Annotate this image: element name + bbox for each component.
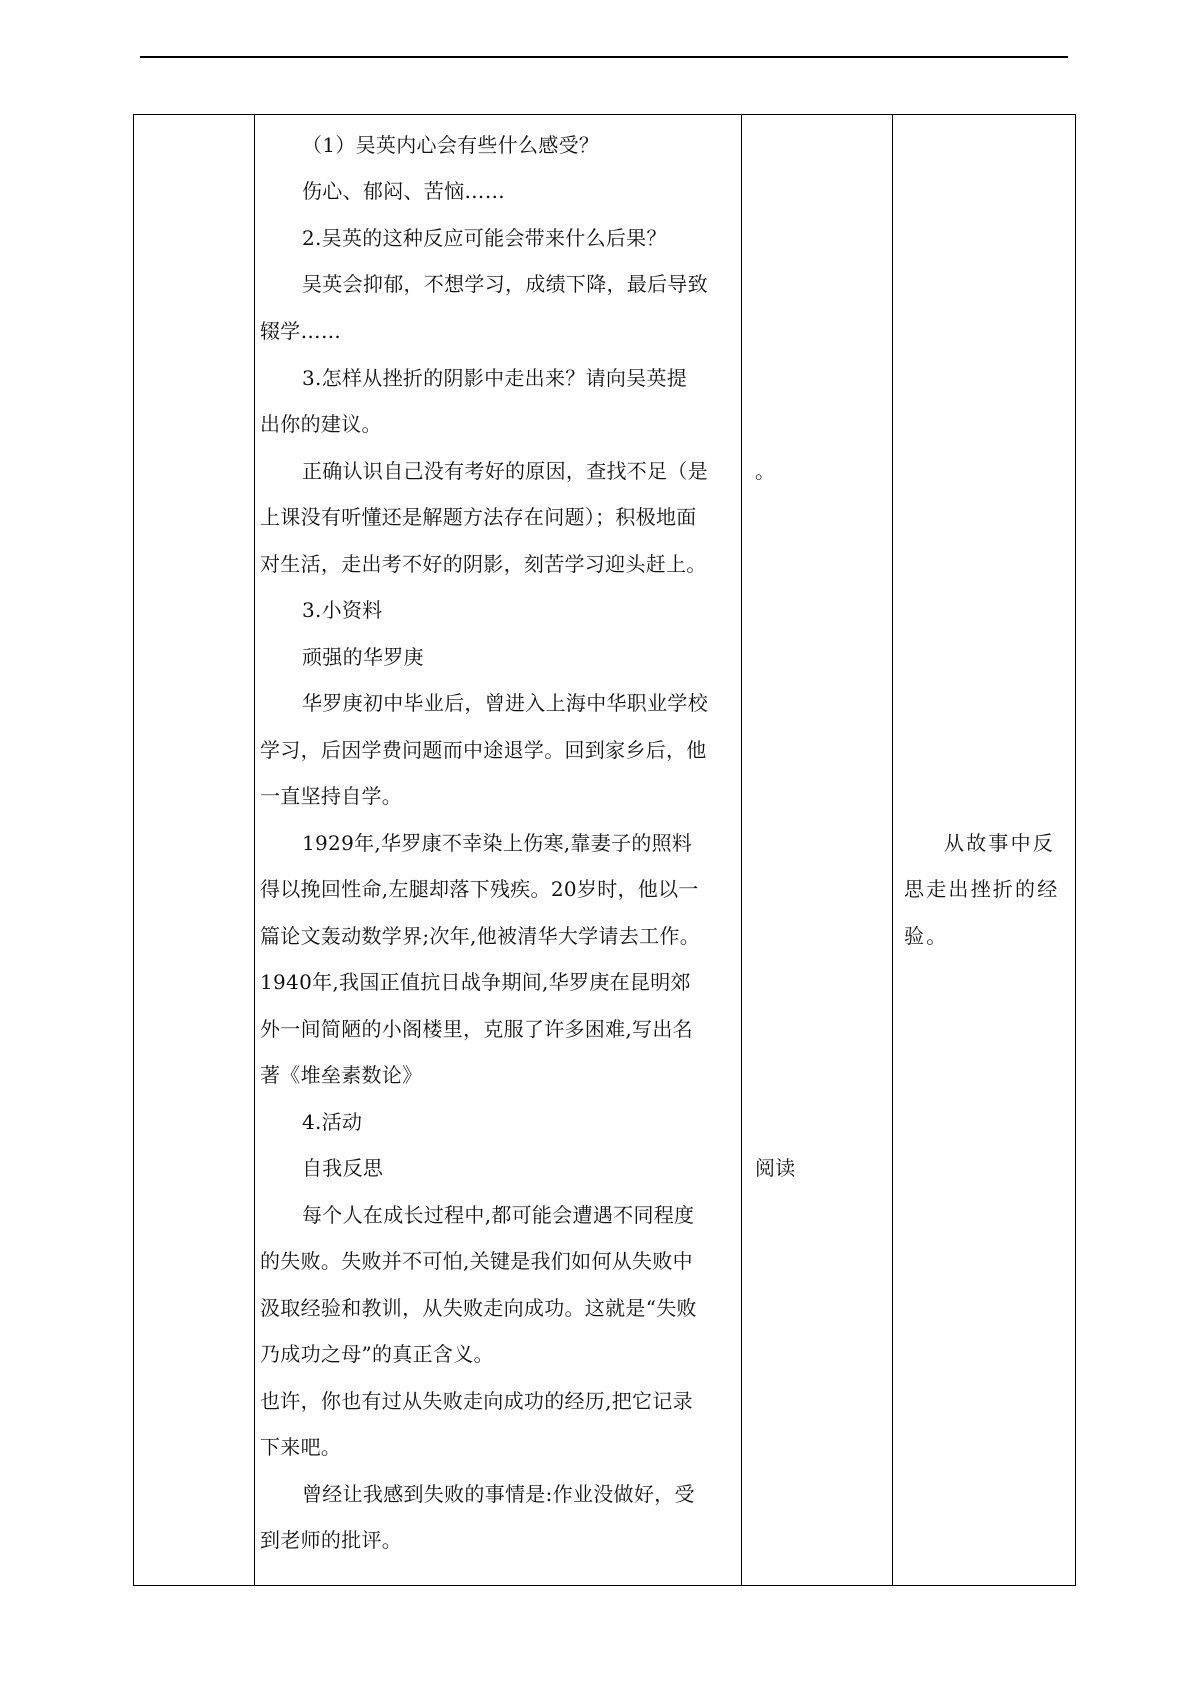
activity-line: 也许，你也有过从失败走向成功的经历,把它记录 <box>260 1389 693 1413</box>
activity-line: 学习，后因学费问题而中途退学。回到家乡后，他 <box>260 738 707 762</box>
column-divider-2 <box>741 115 742 1585</box>
lesson-table <box>133 114 1076 1586</box>
activity-line: 出你的建议。 <box>260 412 382 436</box>
activity-line: 一直坚持自学。 <box>260 784 403 808</box>
activity-line: 自我反思 <box>302 1156 384 1180</box>
activity-line: 曾经让我感到失败的事情是:作业没做好，受 <box>302 1482 695 1506</box>
activity-line: 伤心、郁闷、苦恼…… <box>302 179 505 203</box>
activity-line: 得以挽回性命,左腿却落下残疾。20岁时，他以一 <box>260 877 699 901</box>
activity-line: 2.吴英的这种反应可能会带来什么后果？ <box>302 226 667 250</box>
activity-line: （1）吴英内心会有些什么感受？ <box>302 133 600 157</box>
activity-line: 到老师的批评。 <box>260 1528 403 1552</box>
activity-line: 的失败。失败并不可怕,关键是我们如何从失败中 <box>260 1249 693 1273</box>
activity-line: 4.活动 <box>302 1110 363 1134</box>
activity-line: 乃成功之母”的真正含义。 <box>260 1342 494 1366</box>
student-mark: 。 <box>755 459 776 483</box>
activity-line: 外一间简陋的小阁楼里，克服了许多困难,写出名 <box>260 1017 693 1041</box>
activity-line: 正确认识自己没有考好的原因，查找不足（是 <box>302 459 708 483</box>
activity-line: 3.小资料 <box>302 598 383 622</box>
activity-line: 华罗庚初中毕业后，曾进入上海中华职业学校 <box>302 691 708 715</box>
activity-line: 3.怎样从挫折的阴影中走出来？请向吴英提 <box>302 366 688 390</box>
header-rule <box>140 56 1068 58</box>
activity-line: 下来吧。 <box>260 1435 342 1459</box>
student-reading: 阅读 <box>755 1156 796 1180</box>
activity-line: 1940年,我国正值抗日战争期间,华罗庚在昆明郊 <box>260 970 691 994</box>
activity-line: 辍学…… <box>260 319 342 343</box>
intent-line: 验。 <box>904 924 949 948</box>
stage-column <box>134 115 254 1585</box>
intent-line: 从故事中反 <box>944 831 1055 855</box>
activity-line: 顽强的华罗庚 <box>302 645 424 669</box>
column-divider-3 <box>892 115 893 1585</box>
design-intent-column <box>894 115 1074 1585</box>
teacher-activity-column <box>256 115 740 1585</box>
activity-line: 上课没有听懂还是解题方法存在问题）；积极地面 <box>260 505 697 529</box>
activity-line: 对生活，走出考不好的阴影，刻苦学习迎头赶上。 <box>260 552 707 576</box>
activity-line: 著《堆垒素数论》 <box>260 1063 423 1087</box>
column-divider-1 <box>254 115 255 1585</box>
activity-line: 吴英会抑郁，不想学习，成绩下降，最后导致 <box>302 272 708 296</box>
activity-line: 1929年,华罗康不幸染上伤寒,靠妻子的照料 <box>302 831 693 855</box>
activity-line: 篇论文轰动数学界;次年,他被清华大学请去工作。 <box>260 924 700 948</box>
student-activity-column <box>743 115 891 1585</box>
intent-line: 思走出挫折的经 <box>904 877 1060 901</box>
activity-line: 每个人在成长过程中,都可能会遭遇不同程度 <box>302 1203 695 1227</box>
activity-line: 汲取经验和教训，从失败走向成功。这就是“失败 <box>260 1296 697 1320</box>
